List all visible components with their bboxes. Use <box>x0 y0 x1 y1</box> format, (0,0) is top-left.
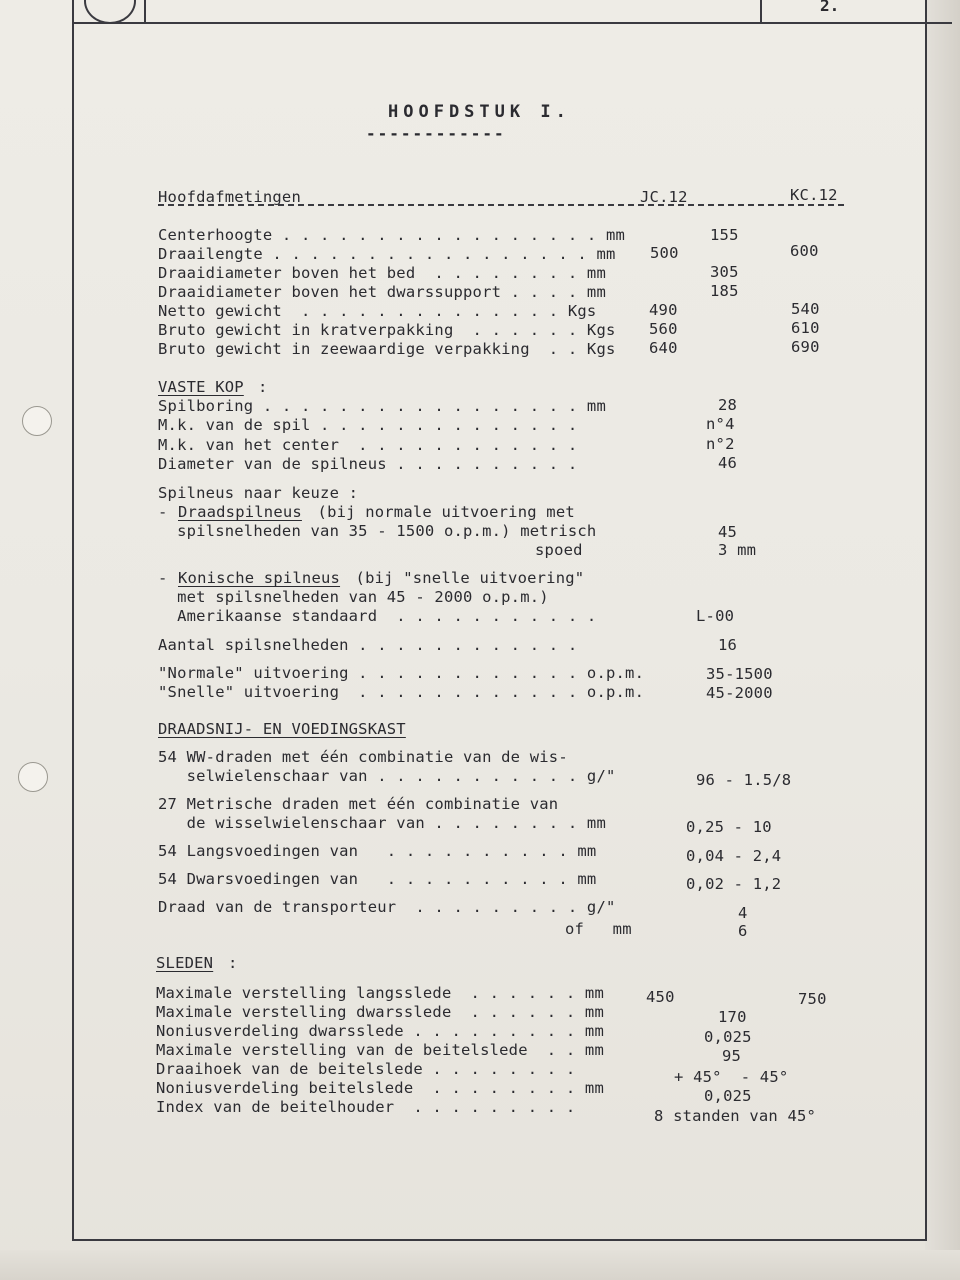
spec-value: n°2 <box>706 435 735 453</box>
konische-text: (bij "snelle uitvoering" <box>346 569 585 587</box>
column-header-jc12: JC.12 <box>640 188 688 206</box>
spec-value-jc12: 450 <box>646 988 675 1006</box>
column-header-kc12: KC.12 <box>790 186 838 204</box>
spec-value: 4 <box>738 904 748 922</box>
spec-value: 0,025 <box>704 1028 752 1046</box>
spec-label: Diameter van de spilneus . . . . . . . . . . <box>158 455 578 473</box>
spec-value-jc12: 500 <box>650 244 679 262</box>
spec-value: 0,025 <box>704 1087 752 1105</box>
spec-value: n°4 <box>706 415 735 433</box>
chapter-title: HOOFDSTUK I. <box>388 102 571 122</box>
spec-value: 0,25 - 10 <box>686 818 772 836</box>
spec-value: 8 standen van 45° <box>654 1107 817 1125</box>
section-heading-hoofdafmetingen: Hoofdafmetingen <box>158 188 301 206</box>
spec-value: 305 <box>710 263 739 281</box>
header-divider <box>760 0 762 23</box>
spec-label: Maximale verstelling dwarsslede . . . . . . mm <box>156 1003 604 1021</box>
spec-value: 46 <box>718 454 738 472</box>
spec-label: Netto gewicht . . . . . . . . . . . . . . Kgs <box>158 302 597 320</box>
spec-value: 16 <box>718 636 738 654</box>
spec-label: Draailengte . . . . . . . . . . . . . . . . . mm <box>158 245 616 263</box>
spec-value: 28 <box>718 396 738 414</box>
spec-label: Maximale verstelling langsslede . . . . . . mm <box>156 984 604 1002</box>
spec-value-kc12: 600 <box>790 242 819 260</box>
spec-label: Index van de beitelhouder . . . . . . . . . <box>156 1098 576 1116</box>
spec-label: "Snelle" uitvoering . . . . . . . . . . . . o.p.m. <box>158 683 645 701</box>
spec-value: 6 <box>738 922 748 940</box>
spec-unit-alt: of mm <box>565 920 632 938</box>
spec-value: 185 <box>710 282 739 300</box>
spec-label: Draad van de transporteur . . . . . . . . . g/" <box>158 898 616 916</box>
title-underline: ------------ <box>366 124 506 143</box>
draadspilneus-label: Draadspilneus <box>178 503 302 521</box>
spec-value: 0,02 - 1,2 <box>686 875 782 893</box>
spec-label: M.k. van het center . . . . . . . . . . . . <box>158 436 578 454</box>
section-heading-sleden: SLEDEN <box>156 954 214 972</box>
spec-label: selwielenschaar van . . . . . . . . . . . g/" <box>158 767 616 785</box>
spec-label: Bruto gewicht in zeewaardige verpakking . . Kgs <box>158 340 616 358</box>
spec-label: Draaihoek van de beitelslede . . . . . . . . <box>156 1060 576 1078</box>
spec-label: Draaidiameter boven het bed . . . . . . . . mm <box>158 264 606 282</box>
spec-label: 54 WW-draden met één combinatie van de wis- <box>158 748 568 766</box>
page-edge <box>925 0 960 1280</box>
spec-label: Draaidiameter boven het dwarssupport . . . . mm <box>158 283 606 301</box>
spec-label: Spilboring . . . . . . . . . . . . . . . . . mm <box>158 397 606 415</box>
spec-value: 35-1500 <box>706 665 773 683</box>
spec-value: 45-2000 <box>706 684 773 702</box>
frame-line-right <box>925 0 927 1240</box>
spec-value-kc12: 540 <box>791 300 820 318</box>
spec-label: 54 Langsvoedingen van . . . . . . . . . . mm <box>158 842 597 860</box>
konische-dash: - <box>158 569 178 587</box>
frame-line-top <box>72 22 952 24</box>
spoed-label: spoed <box>535 541 583 559</box>
spec-value-jc12: 490 <box>649 301 678 319</box>
spec-label: de wisselwielenschaar van . . . . . . . . mm <box>158 814 606 832</box>
spec-label: "Normale" uitvoering . . . . . . . . . . . . o.p.m. <box>158 664 645 682</box>
spec-value: 45 <box>718 523 738 541</box>
heading-colon: : <box>228 954 238 972</box>
spec-value: 170 <box>718 1008 747 1026</box>
section-heading-vaste-kop: VASTE KOP <box>158 378 244 396</box>
header-dashed-rule <box>158 204 844 206</box>
frame-line-left <box>72 0 74 1240</box>
spec-value: 3 mm <box>718 541 757 559</box>
konische-text: Amerikaanse standaard . . . . . . . . . . . <box>158 607 597 625</box>
spec-value-kc12: 690 <box>791 338 820 356</box>
spec-label: Aantal spilsnelheden . . . . . . . . . . . . <box>158 636 578 654</box>
spec-value: 95 <box>722 1047 742 1065</box>
draadspilneus-text: (bij normale uitvoering met <box>308 503 575 521</box>
spec-value-jc12: 640 <box>649 339 678 357</box>
spec-value-kc12: 610 <box>791 319 820 337</box>
spec-label: Bruto gewicht in kratverpakking . . . . . . Kgs <box>158 321 616 339</box>
spec-label: 54 Dwarsvoedingen van . . . . . . . . . . mm <box>158 870 597 888</box>
spec-value: 0,04 - 2,4 <box>686 847 782 865</box>
spec-label: Noniusverdeling beitelslede . . . . . . . . mm <box>156 1079 604 1097</box>
heading-colon: : <box>258 378 268 396</box>
draadspilneus-dash: - <box>158 503 178 521</box>
konische-text: met spilsnelheden van 45 - 2000 o.p.m.) <box>158 588 549 606</box>
spec-value-kc12: 750 <box>798 990 827 1008</box>
draadspilneus-text: spilsnelheden van 35 - 1500 o.p.m.) metrisch <box>158 522 597 540</box>
spec-label: Centerhoogte . . . . . . . . . . . . . . . . . mm <box>158 226 626 244</box>
konische-label: Konische spilneus <box>178 569 341 587</box>
page-edge-bottom <box>0 1250 960 1280</box>
spec-label: Noniusverdeling dwarsslede . . . . . . . . . mm <box>156 1022 604 1040</box>
spec-value: 96 - 1.5/8 <box>696 771 792 789</box>
spec-value: + 45° - 45° <box>674 1068 789 1086</box>
page-number: 2. <box>820 0 840 15</box>
frame-line-bottom <box>72 1239 927 1241</box>
punch-hole-icon <box>22 406 52 436</box>
spec-value: L-00 <box>696 607 735 625</box>
spec-value: 155 <box>710 226 739 244</box>
spec-label: M.k. van de spil . . . . . . . . . . . . . . <box>158 416 578 434</box>
spec-label: 27 Metrische draden met één combinatie van <box>158 795 559 813</box>
section-heading-draadsnij: DRAADSNIJ- EN VOEDINGSKAST <box>158 720 406 738</box>
spec-label: Maximale verstelling van de beitelslede . . mm <box>156 1041 604 1059</box>
spec-value-jc12: 560 <box>649 320 678 338</box>
punch-hole-icon <box>18 762 48 792</box>
spilneus-intro: Spilneus naar keuze : <box>158 484 359 502</box>
